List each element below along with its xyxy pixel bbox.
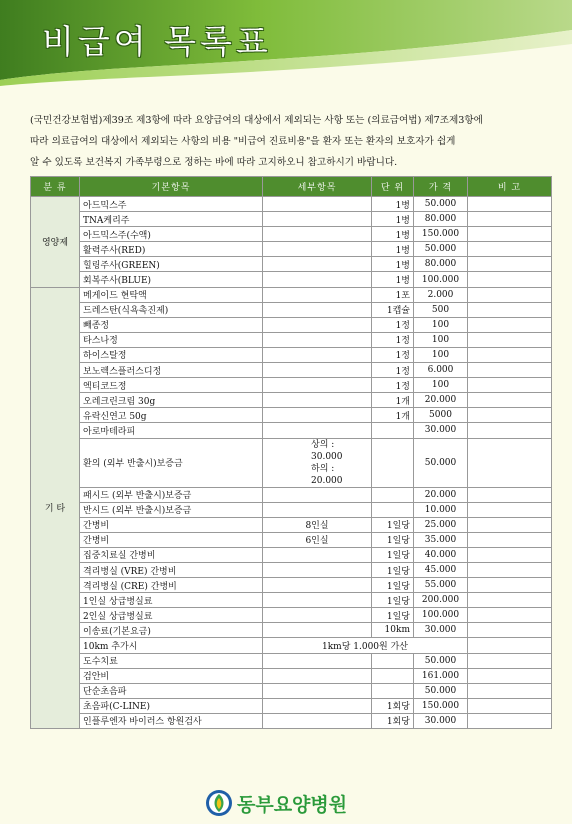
unit-cell: 1병 bbox=[372, 227, 414, 242]
unit-cell: 1일당 bbox=[372, 517, 414, 532]
table-row bbox=[31, 423, 552, 438]
item-name: 검안비 bbox=[80, 668, 263, 683]
remark-cell bbox=[468, 562, 552, 577]
item-name: 힐링주사(GREEN) bbox=[80, 257, 263, 272]
category-cell: 기 타 bbox=[31, 287, 80, 728]
unit-cell: 1정 bbox=[372, 378, 414, 393]
item-name: 도수치료 bbox=[80, 653, 263, 668]
table-row bbox=[31, 438, 552, 487]
item-name: 간병비 bbox=[80, 517, 263, 532]
unit-cell: 1병 bbox=[372, 242, 414, 257]
remark-cell bbox=[468, 242, 552, 257]
detail-cell bbox=[263, 593, 372, 608]
item-name: 엑티코드정 bbox=[80, 378, 263, 393]
remark-cell bbox=[468, 257, 552, 272]
header-price: 가 격 bbox=[414, 177, 468, 197]
price-cell: 50.000 bbox=[414, 683, 468, 698]
detail-cell bbox=[263, 547, 372, 562]
detail-note: 1km당 1.000원 가산 bbox=[263, 638, 468, 653]
price-cell: 80.000 bbox=[414, 257, 468, 272]
intro-line: (국민건강보험법)제39조 제3항에 따라 요양급여의 대상에서 제외되는 사항 또는 (의료급여법) 제7조제3항에 bbox=[30, 115, 483, 126]
unit-cell: 1포 bbox=[372, 287, 414, 302]
price-cell: 200.000 bbox=[414, 593, 468, 608]
price-cell: 100 bbox=[414, 347, 468, 362]
table-row bbox=[31, 317, 552, 332]
detail-cell bbox=[263, 698, 372, 713]
unit-cell: 1정 bbox=[372, 332, 414, 347]
header-unit: 단 위 bbox=[372, 177, 414, 197]
unit-cell bbox=[372, 653, 414, 668]
item-name: 이송료(기본요금) bbox=[80, 623, 263, 638]
hospital-name: 동부요양병원 bbox=[237, 793, 348, 816]
unit-cell bbox=[372, 487, 414, 502]
price-cell: 55.000 bbox=[414, 578, 468, 593]
intro-text bbox=[30, 110, 550, 173]
price-cell: 5000 bbox=[414, 408, 468, 423]
table-row bbox=[31, 562, 552, 577]
remark-cell bbox=[468, 378, 552, 393]
unit-cell: 1회당 bbox=[372, 713, 414, 728]
detail-cell bbox=[263, 227, 372, 242]
detail-cell bbox=[263, 423, 372, 438]
table-row bbox=[31, 608, 552, 623]
remark-cell bbox=[468, 683, 552, 698]
unit-cell: 1정 bbox=[372, 363, 414, 378]
detail-cell: 6인실 bbox=[263, 532, 372, 547]
remark-cell bbox=[468, 547, 552, 562]
price-cell: 50.000 bbox=[414, 653, 468, 668]
price-cell: 25.000 bbox=[414, 517, 468, 532]
table-row bbox=[31, 713, 552, 728]
price-cell: 6.000 bbox=[414, 363, 468, 378]
intro-line: 알 수 있도록 보건복지 가족부령으로 정하는 바에 따라 고지하오니 참고하시기 바랍니다. bbox=[30, 157, 398, 168]
remark-cell bbox=[468, 623, 552, 638]
remark-cell bbox=[468, 713, 552, 728]
unit-cell: 1일당 bbox=[372, 593, 414, 608]
unit-cell: 1일당 bbox=[372, 532, 414, 547]
item-name: 패시드 (외부 반출시)보증금 bbox=[80, 487, 263, 502]
remark-cell bbox=[468, 578, 552, 593]
remark-cell bbox=[468, 393, 552, 408]
price-cell: 45.000 bbox=[414, 562, 468, 577]
price-cell: 30.000 bbox=[414, 713, 468, 728]
unit-cell: 1병 bbox=[372, 197, 414, 212]
table-row bbox=[31, 212, 552, 227]
table-row bbox=[31, 487, 552, 502]
table-row bbox=[31, 623, 552, 638]
detail-cell bbox=[263, 713, 372, 728]
detail-cell bbox=[263, 242, 372, 257]
detail-cell bbox=[263, 393, 372, 408]
unit-cell: 1캡슐 bbox=[372, 302, 414, 317]
item-name: 1인실 상급병실료 bbox=[80, 593, 263, 608]
remark-cell bbox=[468, 502, 552, 517]
header-item: 기본항목 bbox=[80, 177, 263, 197]
detail-cell bbox=[263, 197, 372, 212]
price-cell: 100 bbox=[414, 332, 468, 347]
table-row bbox=[31, 668, 552, 683]
detail-cell bbox=[263, 408, 372, 423]
table-row bbox=[31, 502, 552, 517]
item-name: 보노렉스플러스디정 bbox=[80, 363, 263, 378]
unit-cell: 1회당 bbox=[372, 698, 414, 713]
price-cell: 2.000 bbox=[414, 287, 468, 302]
header-category: 분 류 bbox=[31, 177, 80, 197]
item-name: 오레크린크림 30g bbox=[80, 393, 263, 408]
item-name: 드레스탄(식욕촉진제) bbox=[80, 302, 263, 317]
remark-cell bbox=[468, 302, 552, 317]
detail-cell bbox=[263, 562, 372, 577]
detail-cell bbox=[263, 272, 372, 287]
table-row bbox=[31, 257, 552, 272]
remark-cell bbox=[468, 698, 552, 713]
detail-cell bbox=[263, 608, 372, 623]
table-row bbox=[31, 593, 552, 608]
table-row bbox=[31, 698, 552, 713]
detail-cell bbox=[263, 332, 372, 347]
price-cell: 100 bbox=[414, 317, 468, 332]
price-cell: 50.000 bbox=[414, 242, 468, 257]
price-cell: 100.000 bbox=[414, 608, 468, 623]
table-row bbox=[31, 408, 552, 423]
remark-cell bbox=[468, 272, 552, 287]
detail-cell bbox=[263, 378, 372, 393]
item-name: 격리병실 (VRE) 간병비 bbox=[80, 562, 263, 577]
remark-cell bbox=[468, 593, 552, 608]
detail-cell bbox=[263, 578, 372, 593]
remark-cell bbox=[468, 517, 552, 532]
detail-cell bbox=[263, 257, 372, 272]
price-cell: 20.000 bbox=[414, 393, 468, 408]
detail-cell: 상의 : 30.000 하의 : 20.000 bbox=[263, 438, 372, 487]
price-cell: 80.000 bbox=[414, 212, 468, 227]
unit-cell: 1일당 bbox=[372, 578, 414, 593]
table-row bbox=[31, 393, 552, 408]
price-cell: 161.000 bbox=[414, 668, 468, 683]
detail-cell bbox=[263, 287, 372, 302]
detail-cell: 8인실 bbox=[263, 517, 372, 532]
item-name: TNA케리주 bbox=[80, 212, 263, 227]
detail-cell bbox=[263, 347, 372, 362]
unit-cell: 1일당 bbox=[372, 562, 414, 577]
intro-line: 따라 의료급여의 대상에서 제외되는 사항의 비용 "비급여 진료비용"을 환자 또는 환자의 보호자가 쉽게 bbox=[30, 136, 456, 147]
table-row bbox=[31, 347, 552, 362]
item-name: 아드믹스주 bbox=[80, 197, 263, 212]
unit-cell bbox=[372, 502, 414, 517]
item-name: 활력주사(RED) bbox=[80, 242, 263, 257]
table-row bbox=[31, 302, 552, 317]
price-cell: 40.000 bbox=[414, 547, 468, 562]
remark-cell bbox=[468, 408, 552, 423]
remark-cell bbox=[468, 332, 552, 347]
remark-cell bbox=[468, 487, 552, 502]
remark-cell bbox=[468, 347, 552, 362]
unit-cell: 1정 bbox=[372, 347, 414, 362]
price-cell: 30.000 bbox=[414, 623, 468, 638]
detail-cell bbox=[263, 487, 372, 502]
table-row bbox=[31, 683, 552, 698]
table-row bbox=[31, 287, 552, 302]
table-row bbox=[31, 197, 552, 212]
unit-cell: 1일당 bbox=[372, 608, 414, 623]
item-name: 반시드 (외부 반출시)보증금 bbox=[80, 502, 263, 517]
header-banner bbox=[0, 0, 572, 92]
unit-cell bbox=[372, 668, 414, 683]
item-name: 간병비 bbox=[80, 532, 263, 547]
price-cell: 150.000 bbox=[414, 698, 468, 713]
remark-cell bbox=[468, 212, 552, 227]
table-row bbox=[31, 578, 552, 593]
unit-cell: 1개 bbox=[372, 408, 414, 423]
table-header-row bbox=[31, 177, 552, 197]
table-row bbox=[31, 638, 552, 653]
table-row bbox=[31, 532, 552, 547]
remark-cell bbox=[468, 227, 552, 242]
item-name: 아드믹스주(수액) bbox=[80, 227, 263, 242]
remark-cell bbox=[468, 363, 552, 378]
item-name: 격리병실 (CRE) 간병비 bbox=[80, 578, 263, 593]
item-name: 하이스탈정 bbox=[80, 347, 263, 362]
detail-cell bbox=[263, 212, 372, 227]
price-cell: 100.000 bbox=[414, 272, 468, 287]
item-name: 유락신연고 50g bbox=[80, 408, 263, 423]
remark-cell bbox=[468, 197, 552, 212]
detail-cell bbox=[263, 302, 372, 317]
unit-cell: 1병 bbox=[372, 257, 414, 272]
price-cell: 500 bbox=[414, 302, 468, 317]
unit-cell: 1정 bbox=[372, 317, 414, 332]
item-name: 인플루엔자 바이러스 항원검사 bbox=[80, 713, 263, 728]
table-row bbox=[31, 272, 552, 287]
price-table bbox=[30, 176, 552, 729]
unit-cell: 1병 bbox=[372, 212, 414, 227]
item-name: 집중치료실 간병비 bbox=[80, 547, 263, 562]
unit-cell bbox=[372, 683, 414, 698]
detail-cell bbox=[263, 363, 372, 378]
unit-cell: 1일당 bbox=[372, 547, 414, 562]
remark-cell bbox=[468, 653, 552, 668]
table-row bbox=[31, 547, 552, 562]
price-cell: 50.000 bbox=[414, 438, 468, 487]
hospital-footer bbox=[205, 789, 347, 817]
unit-cell bbox=[372, 423, 414, 438]
item-name: 타스나정 bbox=[80, 332, 263, 347]
detail-cell bbox=[263, 653, 372, 668]
category-cell: 영양제 bbox=[31, 197, 80, 288]
price-cell: 20.000 bbox=[414, 487, 468, 502]
table-row bbox=[31, 332, 552, 347]
table-row bbox=[31, 363, 552, 378]
table-row bbox=[31, 227, 552, 242]
unit-cell: 1병 bbox=[372, 272, 414, 287]
detail-cell bbox=[263, 317, 372, 332]
detail-cell bbox=[263, 668, 372, 683]
remark-cell bbox=[468, 287, 552, 302]
price-cell: 50.000 bbox=[414, 197, 468, 212]
item-name: 10km 추가시 bbox=[80, 638, 263, 653]
table-row bbox=[31, 517, 552, 532]
header-detail: 세부항목 bbox=[263, 177, 372, 197]
remark-cell bbox=[468, 317, 552, 332]
price-cell: 150.000 bbox=[414, 227, 468, 242]
price-cell: 35.000 bbox=[414, 532, 468, 547]
table-row bbox=[31, 378, 552, 393]
remark-cell bbox=[468, 532, 552, 547]
price-cell: 10.000 bbox=[414, 502, 468, 517]
price-cell: 100 bbox=[414, 378, 468, 393]
item-name: 회복주사(BLUE) bbox=[80, 272, 263, 287]
hospital-logo-icon bbox=[205, 789, 233, 817]
detail-cell bbox=[263, 502, 372, 517]
remark-cell bbox=[468, 608, 552, 623]
page-title: 비급여 목록표 bbox=[42, 22, 272, 61]
unit-cell: 10km bbox=[372, 623, 414, 638]
remark-cell bbox=[468, 438, 552, 487]
item-name: 2인실 상급병실료 bbox=[80, 608, 263, 623]
detail-cell bbox=[263, 683, 372, 698]
remark-cell bbox=[468, 668, 552, 683]
header-remark: 비 고 bbox=[468, 177, 552, 197]
item-name: 메게이드 현탁액 bbox=[80, 287, 263, 302]
item-name: 초음파(C-LINE) bbox=[80, 698, 263, 713]
table-row bbox=[31, 653, 552, 668]
table-row bbox=[31, 242, 552, 257]
unit-cell: 1개 bbox=[372, 393, 414, 408]
price-cell: 30.000 bbox=[414, 423, 468, 438]
item-name: 단순초음파 bbox=[80, 683, 263, 698]
item-name: 빼종정 bbox=[80, 317, 263, 332]
remark-cell bbox=[468, 423, 552, 438]
item-name: 환의 (외부 반출시)보증금 bbox=[80, 438, 263, 487]
item-name: 아로마테라피 bbox=[80, 423, 263, 438]
unit-cell bbox=[372, 438, 414, 487]
detail-cell bbox=[263, 623, 372, 638]
price-cell bbox=[468, 638, 552, 653]
